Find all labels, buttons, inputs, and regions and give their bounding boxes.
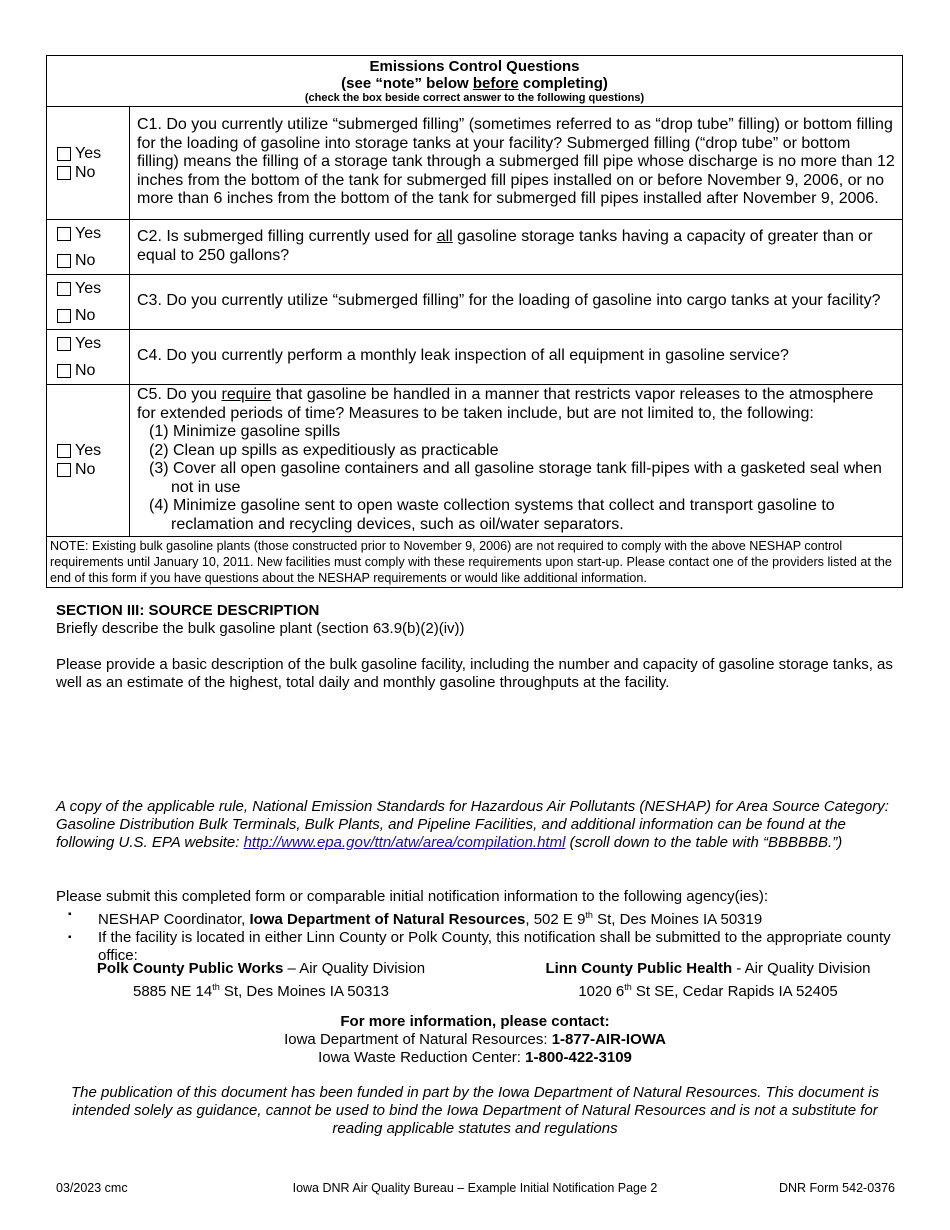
question-row-c4 (47, 330, 903, 385)
bullet-county-offices: ▪ If the facility is located in either Linn County or Polk County, this notification shall be submitted to the appropriate county office: (56, 929, 906, 965)
table-subtitle: (see “note” below before completing) (341, 74, 608, 92)
section-heading: SECTION III: SOURCE DESCRIPTION (56, 602, 320, 619)
question-row-c2 (47, 220, 903, 275)
question-row-c5 (47, 385, 903, 537)
section-instruction: Briefly describe the bulk gasoline plant (section 63.9(b)(2)(iv)) (56, 620, 465, 637)
table-instruction: (check the box beside correct answer to the following questions) (304, 91, 645, 104)
question-c2: C2. Is submerged filling currently used for all gasoline storage tanks having a capacity of greater than or equal to 250 gallons? (130, 220, 903, 275)
contact-waste-center: Iowa Waste Reduction Center: 1-800-422-3109 (318, 1049, 632, 1066)
c5-measure-2: (2) Clean up spills as expeditiously as practicable (149, 441, 499, 459)
footer-title: Iowa DNR Air Quality Bureau – Example Initial Notification Page 2 (292, 1181, 658, 1195)
c5-measure-1: (1) Minimize gasoline spills (149, 423, 341, 440)
answer-cell-c2: Yes No (47, 220, 130, 275)
no-checkbox-c1[interactable] (57, 166, 71, 180)
disclaimer: The publication of this document has been funded in part by the Iowa Department of Natural Resources. This document is intended solely as guidance, cannot be used to bind the Iowa Department of Natural Resources and is not a substitute for reading applicable statutes and regulations (71, 1084, 879, 1137)
c5-measure-3: (3) Cover all open gasoline containers and all gasoline storage tank fill-pipes with a gasketed seal when (149, 460, 882, 477)
bullet-iowa-dnr: ▪ NESHAP Coordinator, Iowa Department of Natural Resources, 502 E 9th St, Des Moines IA 50319 (56, 906, 906, 929)
epa-website-link[interactable]: http://www.epa.gov/ttn/atw/area/compilation.html (243, 834, 566, 851)
section-source-description (56, 602, 906, 692)
yes-checkbox-c3[interactable] (57, 282, 71, 296)
question-c5: C5. Do you require that gasoline be handled in a manner that restricts vapor releases to the atmosphere for extended periods of time? Measures to be taken include, but are not limited to, the following: (1) Minimize gasoline spills (2) Clean up spills as expeditiously as practicable (3) Cover all open gasoline containers and all gasoline storage tank fill-pipes with a gasketed seal when not in use (4) Minimize gasoline sent to open waste collection systems that collect and transport gasoline to reclamation and recycling devices, such as oil/water separators. (130, 385, 903, 537)
question-row-c3 (47, 275, 903, 330)
answer-cell-c4: Yes No (47, 330, 130, 385)
contact-iowa-dnr: Iowa Department of Natural Resources: 1-877-AIR-IOWA (284, 1031, 666, 1048)
bullet-icon: ▪ (68, 909, 72, 920)
linn-county-office: Linn County Public Health - Air Quality Division 1020 6th St SE, Cedar Rapids IA 52405 (545, 960, 871, 1000)
yes-checkbox-c4[interactable] (57, 337, 71, 351)
question-c3: C3. Do you currently utilize “submerged filling” for the loading of gasoline into cargo tanks at your facility? (130, 275, 903, 330)
yes-checkbox-c2[interactable] (57, 227, 71, 241)
answer-cell-c3: Yes No (47, 275, 130, 330)
submit-section (56, 888, 906, 965)
no-checkbox-c2[interactable] (57, 254, 71, 268)
rule-copy-paragraph: A copy of the applicable rule, National Emission Standards for Hazardous Air Pollutants (NESHAP) for Area Source Category: Gasoline Distribution Bulk Terminals, Bulk Plants, and Pipeline Facilities, and additional information can be found at the following U.S. EPA website: http://www.epa.gov/ttn/atw/area/compilation.html (scroll down to the table with “BBBBBB.”) (56, 798, 889, 851)
section-paragraph: Please provide a basic description of the bulk gasoline facility, including the number and capacity of gasoline storage tanks, as well as an estimate of the highest, total daily and monthly gasoline throughputs at the facility. (56, 656, 893, 691)
question-c4: C4. Do you currently perform a monthly leak inspection of all equipment in gasoline service? (130, 330, 903, 385)
bullet-icon: ▪ (68, 932, 72, 943)
neshap-note: NOTE: Existing bulk gasoline plants (those constructed prior to November 9, 2006) are not required to comply with the above NESHAP control requirements until January 10, 2011. New facilities must comply with these requirements upon start-up. Please contact one of the providers listed at the end of this form if you have questions about the NESHAP requirements or would like additional information. (47, 537, 903, 588)
polk-county-office: Polk County Public Works – Air Quality Division 5885 NE 14th St, Des Moines IA 50313 (96, 960, 426, 1000)
no-checkbox-c5[interactable] (57, 463, 71, 477)
table-header (47, 56, 903, 107)
c5-measure-4-cont: reclamation and recycling devices, such as oil/water separators. (171, 515, 624, 533)
yes-checkbox-c5[interactable] (57, 444, 71, 458)
question-c1: C1. Do you currently utilize “submerged filling” (sometimes referred to as “drop tube” filling) or bottom filling for the loading of gasoline into storage tanks at your facility? Submerged filling (“drop tube” or bottom filling) means the filling of a storage tank through a submerged fill pipe whose discharge is no more than 12 inches from the bottom of the tank for submerged fill pipes installed on or before November 9, 2006, or no more than 6 inches from the bottom of the tank for submerged fill pipes installed after November 9, 2006. (130, 107, 903, 220)
contact-block (56, 1013, 894, 1067)
submit-intro: Please submit this completed form or comparable initial notification information to the following agency(ies): (56, 888, 769, 905)
c5-measure-3-cont: not in use (171, 478, 241, 496)
table-title: Emissions Control Questions (369, 57, 580, 75)
answer-cell-c5: Yes No (47, 385, 130, 537)
no-checkbox-c4[interactable] (57, 364, 71, 378)
answer-cell-c1: Yes No (47, 107, 130, 220)
question-row-c1 (47, 107, 903, 220)
contact-heading: For more information, please contact: (340, 1013, 610, 1030)
emissions-control-table (46, 55, 903, 588)
yes-checkbox-c1[interactable] (57, 147, 71, 161)
no-checkbox-c3[interactable] (57, 309, 71, 323)
footer-date: 03/2023 cmc (56, 1181, 128, 1195)
c5-measure-4: (4) Minimize gasoline sent to open waste collection systems that collect and transport gasoline to (149, 497, 835, 514)
footer-form-number: DNR Form 542-0376 (778, 1181, 895, 1195)
